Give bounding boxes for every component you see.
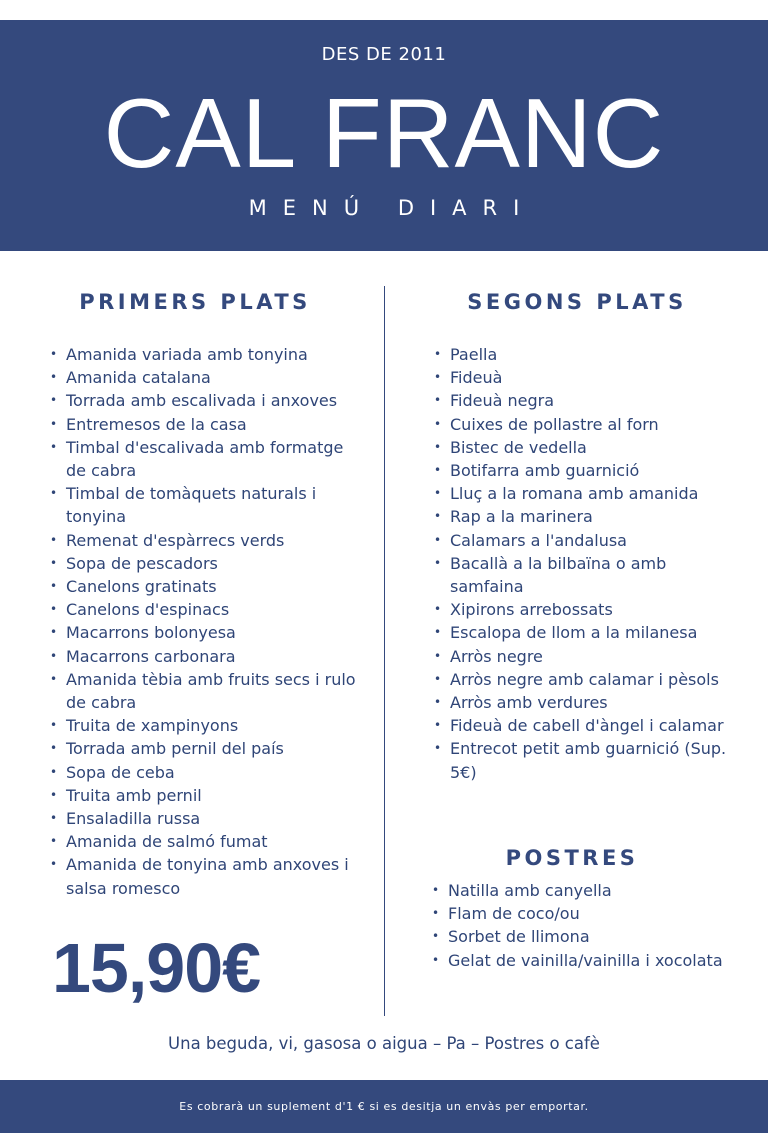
menu-item: • Gelat de vainilla/vainilla i xocolata [432,949,752,972]
menu-item: • Macarrons bolonyesa [50,621,360,644]
postres-list [432,879,752,972]
menu-item: • Amanida tèbia amb fruits secs i rulo de cabra [50,668,360,714]
menu-item: • Truita de xampinyons [50,714,360,737]
header-banner [0,20,768,251]
menu-item: • Entremesos de la casa [50,413,360,436]
primers-title: PRIMERS PLATS [79,290,311,314]
menu-item: • Arròs negre amb calamar i pèsols [434,668,744,691]
menu-item: • Rap a la marinera [434,505,744,528]
menu-item: • Sopa de pescadors [50,552,360,575]
menu-item: • Canelons d'espinacs [50,598,360,621]
menu-subtitle: MENÚ DIARI [248,196,536,220]
included-items: Una beguda, vi, gasosa o aigua – Pa – Postres o cafè [168,1034,600,1053]
menu-item: • Timbal de tomàquets naturals i tonyina [50,482,360,528]
menu-item: • Arròs negre [434,645,744,668]
menu-item: • Bacallà a la bilbaïna o amb samfaina [434,552,744,598]
menu-item: • Paella [434,343,744,366]
postres-title: POSTRES [505,846,639,870]
menu-item: • Calamars a l'andalusa [434,529,744,552]
menu-item: • Xipirons arrebossats [434,598,744,621]
menu-item: • Sopa de ceba [50,761,360,784]
takeaway-note: Es cobrarà un suplement d'1 € si es desitja un envàs per emportar. [179,1100,589,1113]
menu-item: • Cuixes de pollastre al forn [434,413,744,436]
menu-item: • Amanida variada amb tonyina [50,343,360,366]
menu-item: • Remenat d'espàrrecs verds [50,529,360,552]
menu-item: • Entrecot petit amb guarnició (Sup. 5€) [434,737,744,783]
menu-item: • Amanida catalana [50,366,360,389]
segons-list [434,343,744,784]
menu-item: • Lluç a la romana amb amanida [434,482,744,505]
segons-title: SEGONS PLATS [467,290,687,314]
menu-price: 15,90€ [52,929,261,1007]
menu-item: • Torrada amb escalivada i anxoves [50,389,360,412]
menu-item: • Timbal d'escalivada amb formatge de cabra [50,436,360,482]
menu-item: • Escalopa de llom a la milanesa [434,621,744,644]
footer-banner [0,1080,768,1133]
column-divider [384,286,385,1016]
menu-item: • Arròs amb verdures [434,691,744,714]
menu-item: • Canelons gratinats [50,575,360,598]
menu-item: • Torrada amb pernil del país [50,737,360,760]
menu-item: • Bistec de vedella [434,436,744,459]
menu-item: • Truita amb pernil [50,784,360,807]
menu-item: • Amanida de tonyina amb anxoves i salsa romesco [50,853,360,899]
menu-item: • Sorbet de llimona [432,925,752,948]
menu-item: • Flam de coco/ou [432,902,752,925]
menu-item: • Botifarra amb guarnició [434,459,744,482]
menu-item: • Macarrons carbonara [50,645,360,668]
menu-item: • Fideuà negra [434,389,744,412]
menu-item: • Natilla amb canyella [432,879,752,902]
menu-item: • Fideuà de cabell d'àngel i calamar [434,714,744,737]
primers-list [50,343,360,900]
since-label: DES DE 2011 [321,44,447,65]
restaurant-name: CAL FRANC [103,78,665,188]
menu-item: • Fideuà [434,366,744,389]
menu-item: • Ensaladilla russa [50,807,360,830]
menu-item: • Amanida de salmó fumat [50,830,360,853]
